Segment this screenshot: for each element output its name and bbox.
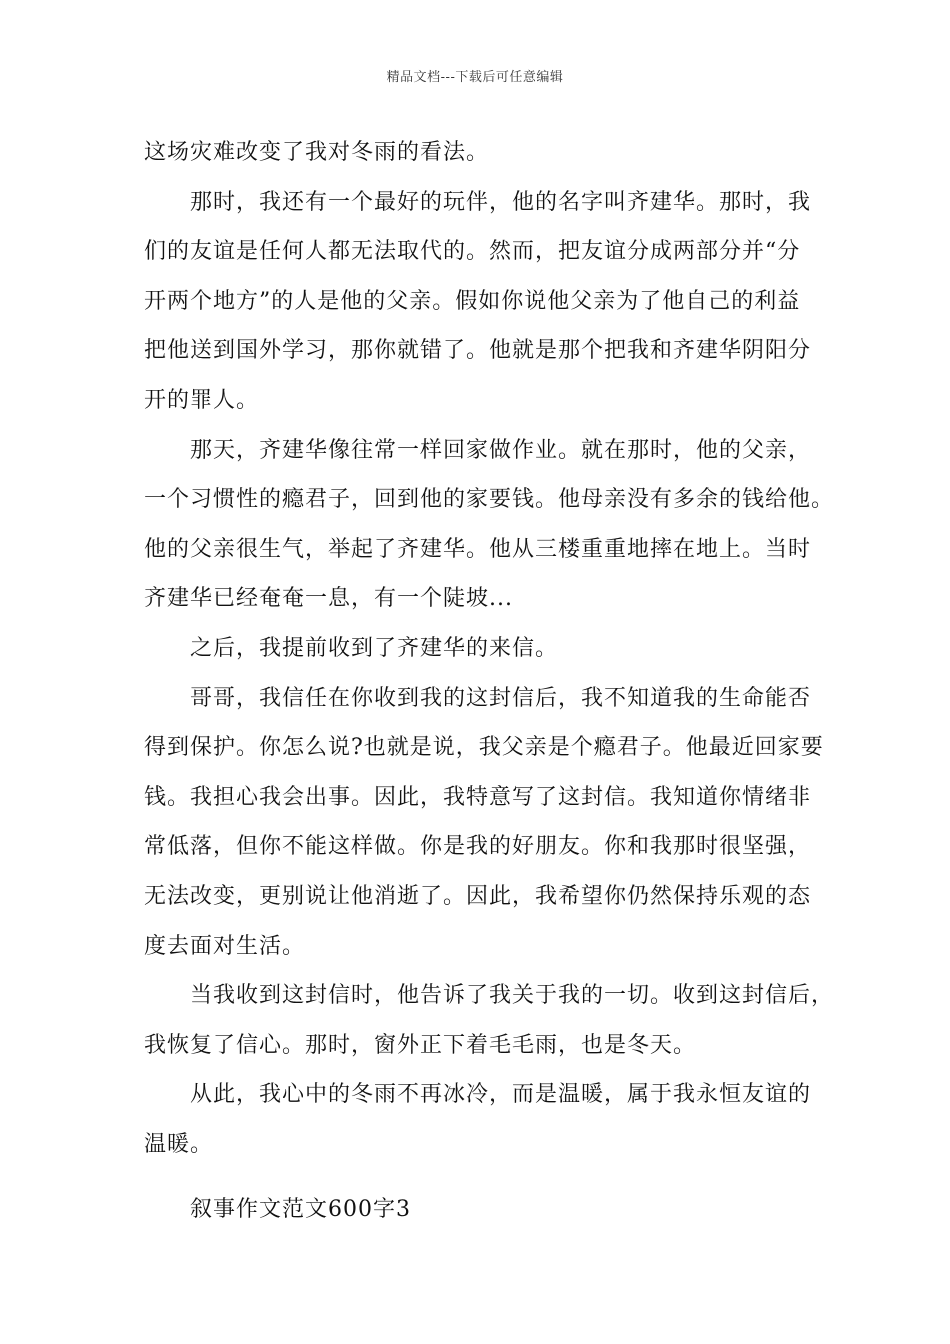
- text-line: 开的罪人。: [144, 387, 260, 413]
- text-line: 一个习惯性的瘾君子，回到他的家要钱。他母亲没有多余的钱给他。: [144, 487, 835, 513]
- text-line: 当我收到这封信时，他告诉了我关于我的一切。收到这封信后，: [190, 983, 835, 1009]
- text-line: 从此，我心中的冬雨不再冰冷，而是温暖，属于我永恒友谊的: [190, 1082, 812, 1108]
- text-line: 得到保护。你怎么说?也就是说，我父亲是个瘾君子。他最近回家要: [144, 735, 824, 761]
- text-line: 温暖。: [144, 1131, 214, 1157]
- text-line: 之后，我提前收到了齐建华的来信。: [190, 635, 559, 661]
- text-line: 那天，齐建华像往常一样回家做作业。就在那时，他的父亲，: [190, 437, 812, 463]
- text-line: 那时，我还有一个最好的玩伴，他的名字叫齐建华。那时，我: [190, 189, 812, 215]
- text-line: 们的友谊是任何人都无法取代的。然而，把友谊分成两部分并“分: [144, 239, 801, 265]
- page-header: 精品文档---下载后可任意编辑: [386, 70, 564, 85]
- text-line: 他的父亲很生气，举起了齐建华。他从三楼重重地摔在地上。当时: [144, 536, 812, 562]
- text-line: 哥哥，我信任在你收到我的这封信后，我不知道我的生命能否: [190, 685, 812, 711]
- document-body: [144, 128, 835, 1235]
- text-line: 度去面对生活。: [144, 933, 306, 959]
- text-line: 无法改变，更别说让他消逝了。因此，我希望你仍然保持乐观的态: [144, 883, 812, 909]
- text-line: 开两个地方”的人是他的父亲。假如你说他父亲为了他自己的利益: [144, 288, 801, 314]
- text-line: 这场灾难改变了我对冬雨的看法。: [144, 140, 490, 165]
- text-line: 把他送到国外学习，那你就错了。他就是那个把我和齐建华阴阳分: [144, 338, 812, 364]
- text-line: 我恢复了信心。那时，窗外正下着毛毛雨，也是冬天。: [144, 1032, 697, 1058]
- text-line: 齐建华已经奄奄一息，有一个陡坡...: [144, 586, 513, 612]
- section-heading: 叙事作文范文600字3: [190, 1197, 411, 1223]
- text-line: 钱。我担心我会出事。因此，我特意写了这封信。我知道你情绪非: [144, 784, 812, 810]
- text-line: 常低落，但你不能这样做。你是我的好朋友。你和我那时很坚强，: [144, 834, 812, 860]
